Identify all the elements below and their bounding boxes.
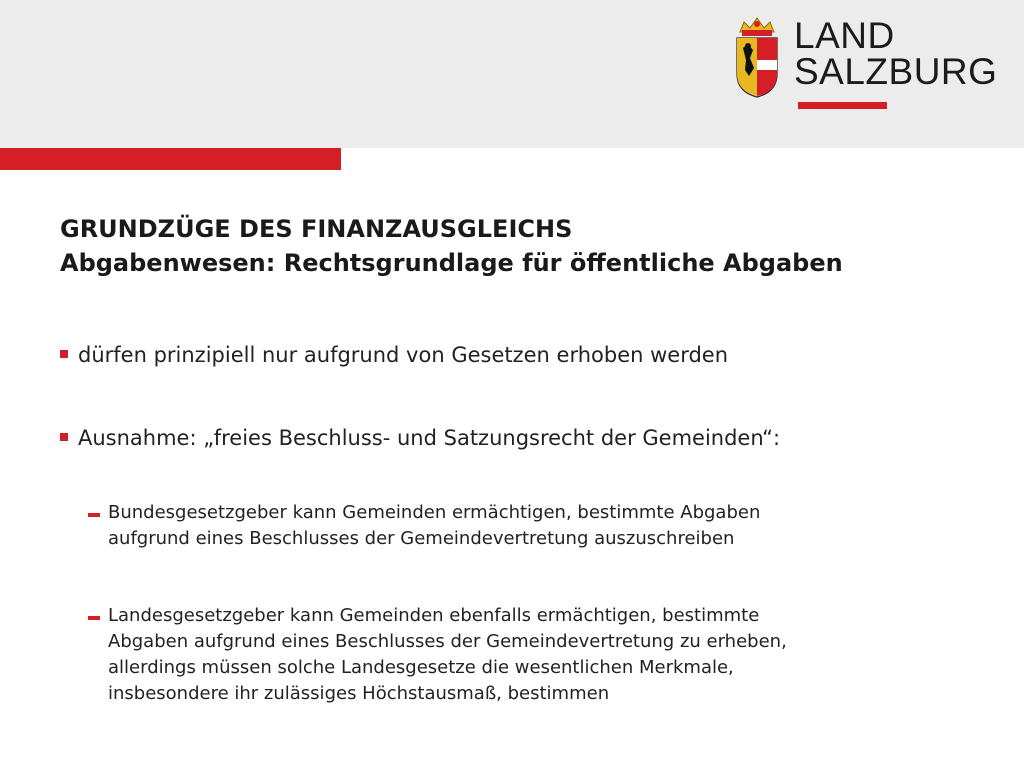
bullet-text: Ausnahme: „freies Beschluss- und Satzungsrecht der Gemeinden“: — [78, 426, 781, 450]
bullet-square-icon — [60, 433, 68, 441]
sub-bullet-line: Landesgesetzgeber kann Gemeinden ebenfalls ermächtigen, bestimmte — [108, 605, 760, 626]
logo-underline — [798, 102, 887, 109]
bullet-text: dürfen prinzipiell nur aufgrund von Gesetzen erhoben werden — [78, 343, 729, 367]
sub-bullet-line: insbesondere ihr zulässiges Höchstausmaß, bestimmen — [108, 683, 610, 704]
dash-bullet-icon — [88, 616, 100, 620]
sub-bullet-item — [88, 603, 988, 707]
sub-bullet-line: Bundesgesetzgeber kann Gemeinden ermächtigen, bestimmte Abgaben — [108, 502, 761, 523]
sub-bullet-item — [88, 500, 988, 552]
sub-bullet-text — [108, 603, 988, 707]
slide-title — [60, 212, 1000, 280]
land-salzburg-logo — [734, 14, 996, 112]
sub-bullet-line: aufgrund eines Beschlusses der Gemeindevertretung auszuschreiben — [108, 528, 735, 549]
bullet-item — [60, 423, 990, 453]
sub-bullet-line: allerdings müssen solche Landesgesetze die wesentlichen Merkmale, — [108, 657, 734, 678]
sub-bullet-line: Abgaben aufgrund eines Beschlusses der Gemeindevertretung zu erheben, — [108, 631, 787, 652]
title-line-1: GRUNDZÜGE DES FINANZAUSGLEICHS — [60, 215, 573, 243]
logo-line-salzburg: SALZBURG — [794, 51, 998, 92]
accent-bar — [0, 148, 341, 170]
bullet-item — [60, 340, 990, 370]
sub-bullet-text — [108, 500, 988, 552]
dash-bullet-icon — [88, 513, 100, 517]
salzburg-coat-of-arms-icon — [734, 16, 780, 98]
bullet-square-icon — [60, 350, 68, 358]
title-line-2: Abgabenwesen: Rechtsgrundlage für öffentliche Abgaben — [60, 249, 843, 277]
logo-line-land: LAND — [794, 15, 895, 56]
